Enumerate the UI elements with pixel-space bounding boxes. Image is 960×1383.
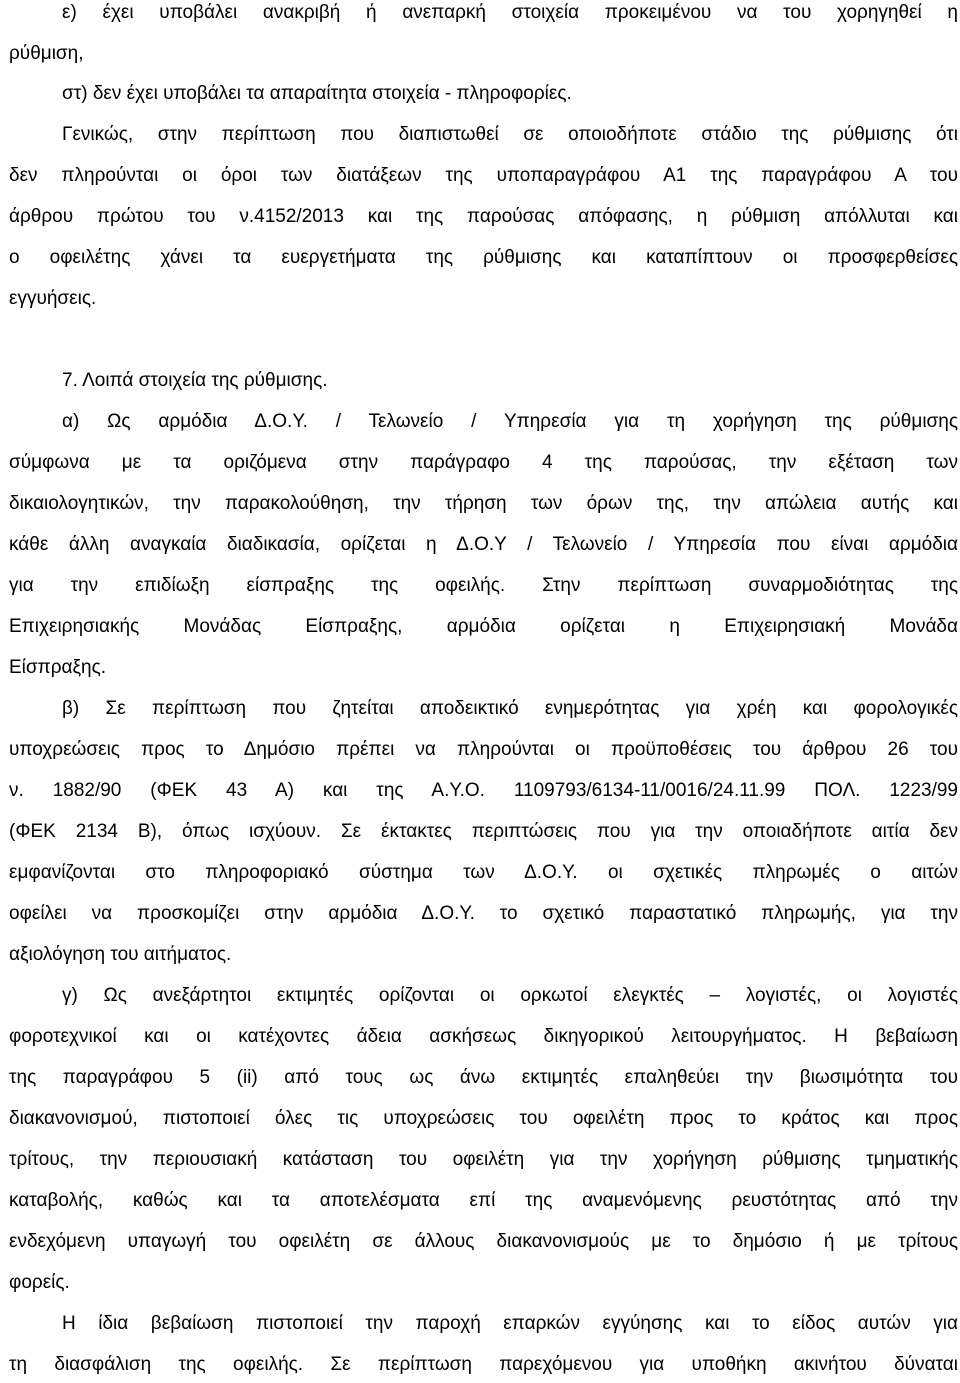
text-line: εγγυήσεις. (9, 288, 97, 309)
text-line: ν. 1882/90 (ΦΕΚ 43 Α) και της Α.Υ.Ο. 1109793/6134-11/0016/24.11.99 ΠΟΛ. 1223/99 (9, 780, 958, 801)
text-line: Η ίδια βεβαίωση πιστοποιεί την παροχή επαρκών εγγύησης και το είδος αυτών για (62, 1313, 958, 1334)
text-line: φοροτεχνικοί και οι κατέχοντες άδεια ασκήσεως δικηγορικού λειτουργήματος. Η βεβαίωση (9, 1026, 958, 1047)
text-line: οφείλει να προσκομίζει στην αρμόδια Δ.Ο.Υ. το σχετικό παραστατικό πληρωμής, για την (9, 903, 958, 924)
text-line: κάθε άλλη αναγκαία διαδικασία, ορίζεται η Δ.Ο.Υ / Τελωνείο / Υπηρεσία που είναι αρμόδια (9, 534, 958, 555)
text-line: τρίτους, την περιουσιακή κατάσταση του οφειλέτη για την χορήγηση ρύθμισης τμηματικής (9, 1149, 958, 1170)
text-line: γ) Ως ανεξάρτητοι εκτιμητές ορίζονται οι ορκωτοί ελεγκτές – λογιστές, οι λογιστές (62, 985, 958, 1006)
text-line: υποχρεώσεις προς το Δημόσιο πρέπει να πληρούνται οι προϋποθέσεις του άρθρου 26 του (9, 739, 958, 760)
text-line: Επιχειρησιακής Μονάδας Είσπραξης, αρμόδια ορίζεται η Επιχειρησιακή Μονάδα (9, 616, 958, 637)
text-line: δεν πληρούνται οι όροι των διατάξεων της υποπαραγράφου Α1 της παραγράφου Α του (9, 165, 958, 186)
section-heading: 7. Λοιπά στοιχεία της ρύθμισης. (62, 370, 328, 391)
text-line: δικαιολογητικών, την παρακολούθηση, την τήρηση των όρων της, την απώλεια αυτής και (9, 493, 958, 514)
text-line: ρύθμιση, (9, 43, 84, 64)
text-line: σύμφωνα με τα οριζόμενα στην παράγραφο 4 της παρούσας, την εξέταση των (9, 452, 958, 473)
text-line: καταβολής, καθώς και τα αποτελέσματα επί της αναμενόμενης ρευστότητας από την (9, 1190, 958, 1211)
text-line: ενδεχόμενη υπαγωγή του οφειλέτη σε άλλους διακανονισμούς με το δημόσιο ή με τρίτους (9, 1231, 958, 1252)
text-line: διακανονισμού, πιστοποιεί όλες τις υποχρεώσεις του οφειλέτη προς το κράτος και προς (9, 1108, 958, 1129)
text-line: Γενικώς, στην περίπτωση που διαπιστωθεί σε οποιοδήποτε στάδιο της ρύθμισης ότι (62, 124, 958, 145)
text-line: για την επιδίωξη είσπραξης της οφειλής. Στην περίπτωση συναρμοδιότητας της (9, 575, 958, 596)
text-line: β) Σε περίπτωση που ζητείται αποδεικτικό ενημερότητας για χρέη και φορολογικές (62, 698, 958, 719)
text-line: στ) δεν έχει υποβάλει τα απαραίτητα στοιχεία - πληροφορίες. (62, 83, 572, 104)
text-line: άρθρου πρώτου του ν.4152/2013 και της παρούσας απόφασης, η ρύθμιση απόλλυται και (9, 206, 958, 227)
text-line: της παραγράφου 5 (ii) από τους ως άνω εκτιμητές επαληθεύει την βιωσιμότητα του (9, 1067, 958, 1088)
text-line: ε) έχει υποβάλει ανακριβή ή ανεπαρκή στοιχεία προκειμένου να του χορηγηθεί η (62, 2, 958, 23)
text-line: φορείς. (9, 1272, 70, 1293)
text-line: εμφανίζονται στο πληροφοριακό σύστημα των Δ.Ο.Υ. οι σχετικές πληρωμές ο αιτών (9, 862, 958, 883)
text-line: Είσπραξης. (9, 657, 107, 678)
text-line: αξιολόγηση του αιτήματος. (9, 944, 232, 965)
text-line: (ΦΕΚ 2134 Β), όπως ισχύουν. Σε έκτακτες περιπτώσεις που για την οποιαδήποτε αιτία δεν (9, 821, 958, 842)
text-line: ο οφειλέτης χάνει τα ευεργετήματα της ρύθμισης και καταπίπτουν οι προσφερθείσες (9, 247, 958, 268)
text-line: α) Ως αρμόδια Δ.Ο.Υ. / Τελωνείο / Υπηρεσία για τη χορήγηση της ρύθμισης (62, 411, 958, 432)
text-line: τη διασφάλιση της οφειλής. Σε περίπτωση παρεχόμενου για υποθήκη ακινήτου δύναται (9, 1354, 958, 1375)
